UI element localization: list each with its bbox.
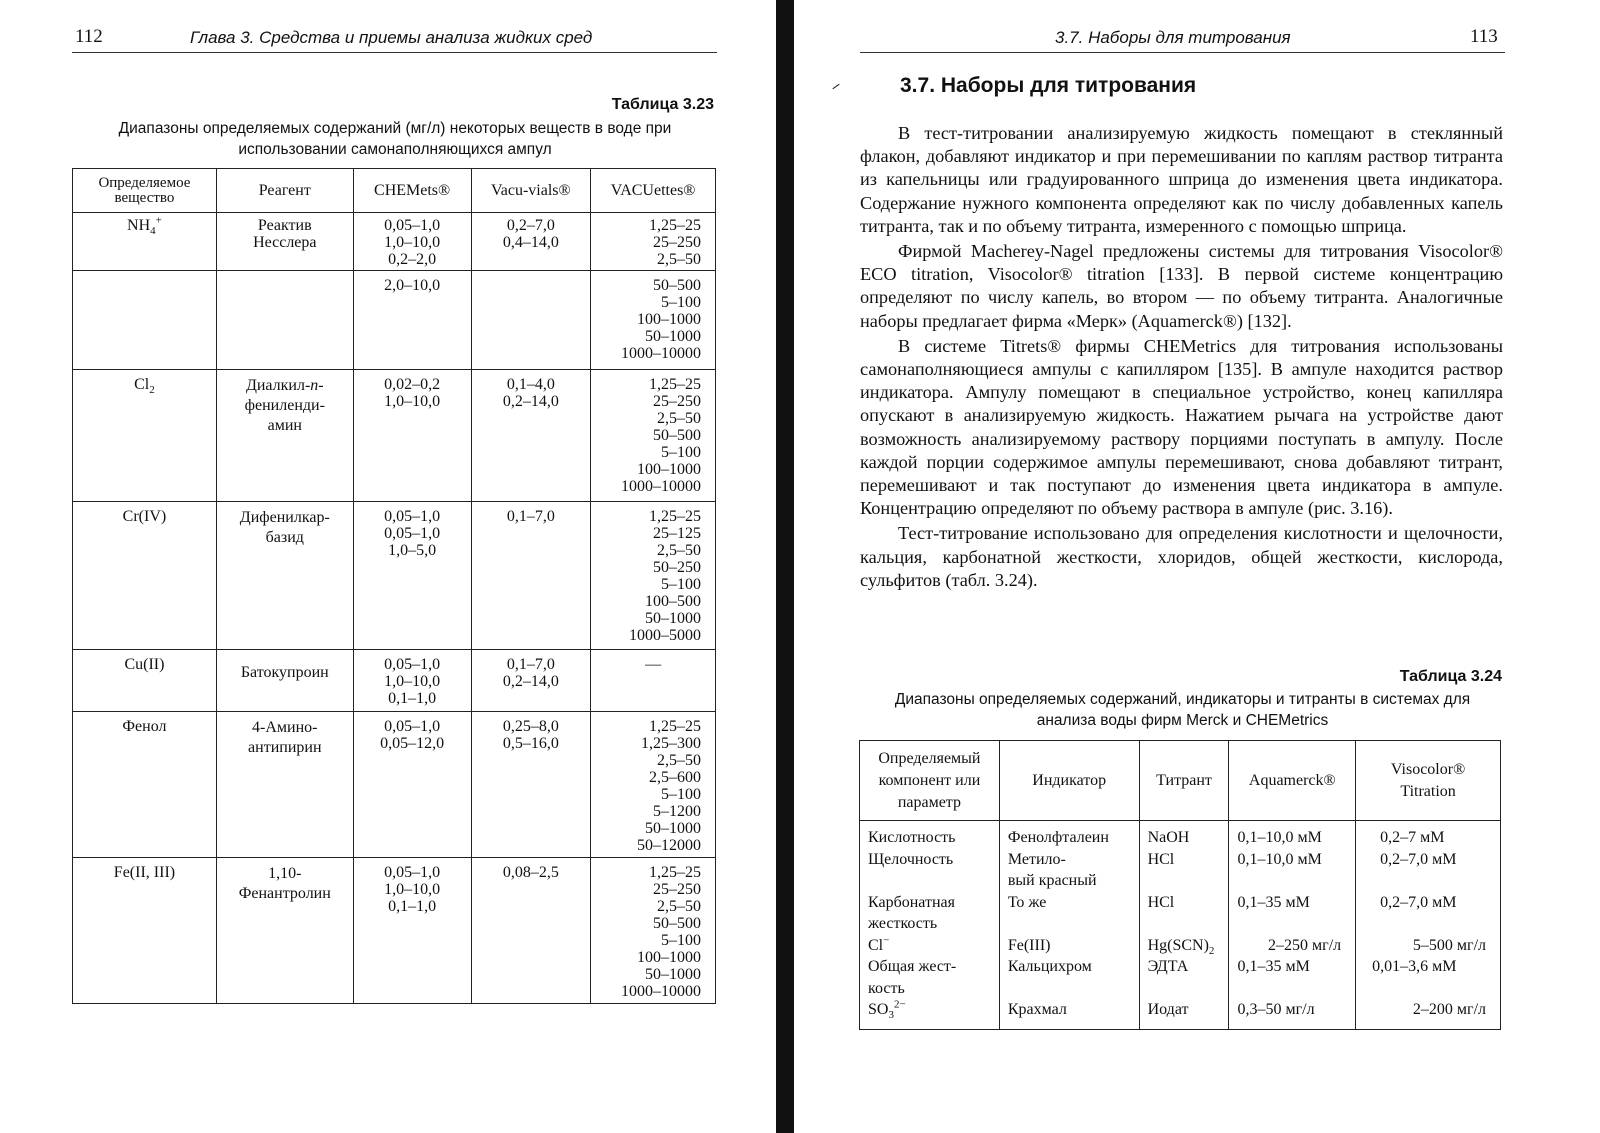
cell-substance: $Cl_2$: [73, 370, 217, 502]
table-caption: Диапазоны определяемых содержаний (мг/л) некоторых веществ в воде при использовании самонаполняющихся ампул: [118, 120, 672, 158]
cell-chemets: 0,05–1,0 0,05–12,0: [353, 712, 471, 858]
cell-component: Карбонатная жесткость: [860, 892, 1000, 935]
cell-visocolor: 0,2–7,0 мМ: [1356, 892, 1501, 935]
cell-substance: Cu(II): [73, 650, 217, 712]
table-caption: Диапазоны определяемых содержаний, индикаторы и титранты в системах для анализа воды фирм Merck и CHEMetrics: [894, 691, 1471, 729]
cell-vacuettes: —: [591, 650, 716, 712]
cell-chemets: 0,05–1,0 1,0–10,0 0,2–2,0: [353, 213, 471, 271]
body-text: [860, 122, 1503, 594]
col-header-chemets: CHEMets®: [353, 169, 471, 213]
table-row: [73, 502, 716, 650]
cell-vacuvials: 0,2–7,0 0,4–14,0: [471, 213, 591, 271]
cell-aquamerck: 0,1–10,0 мМ: [1229, 821, 1356, 849]
table-row: [73, 650, 716, 712]
cell-component: Cl−: [860, 935, 1000, 957]
cell-vacuettes: 1,25–25 1,25–300 2,5–50 2,5–600 5–100 5–1200 50–1000 50–12000: [591, 712, 716, 858]
header-rule: [72, 52, 717, 53]
cell-chemets: 0,05–1,0 1,0–10,0 0,1–1,0: [353, 858, 471, 1004]
cell-titrant: HCl: [1139, 849, 1229, 892]
col-header-component: Определяемый компонент или параметр: [860, 741, 1000, 821]
cell-vacuvials: 0,1–4,0 0,2–14,0: [471, 370, 591, 502]
cell-component: Щелочность: [860, 849, 1000, 892]
table-row: [73, 213, 716, 271]
cell-indicator: Фенолфталеин: [999, 821, 1139, 849]
paragraph: В тест-титровании анализируемую жидкость помещают в стеклянный флакон, добавляют индикатор и при перемешивании по каплям раствор титранта из капельницы или градуированного шприца до изменения цвета индикатора. Содержание нужного компонента определяют как по числу добавленных капель титранта, так и по объему титранта, измеренного с помощью шприца.: [860, 123, 1503, 236]
cell-substance: $NH_4^+$: [73, 213, 217, 271]
cell-reagent: [216, 271, 353, 370]
paragraph: Фирмой Macherey-Nagel предложены системы для титрования Visocolor® ECO titration, Visocolor® titration [133]. В первой системе концентрацию определяют по числу капель, во втором — по объему титранта. Аналогичные наборы предлагает фирма «Мерк» (Aquamerck®) [132].: [860, 241, 1503, 331]
col-header-vacuettes: VACUettes®: [591, 169, 716, 213]
table-row: [73, 858, 716, 1004]
cell-visocolor: 0,2–7 мМ: [1356, 821, 1501, 849]
running-head-text: 3.7. Наборы для титрования: [1055, 28, 1291, 47]
cell-vacuvials: 0,08–2,5: [471, 858, 591, 1004]
table-number: Таблица 3.24: [1399, 668, 1502, 685]
table-row: [73, 271, 716, 370]
running-head: [1055, 28, 1291, 48]
cell-indicator: То же: [999, 892, 1139, 935]
table-number: Таблица 3.23: [611, 96, 714, 113]
cell-component: $SO_3^{2-}$: [860, 999, 1000, 1029]
cell-aquamerck: 0,3–50 мг/л: [1229, 999, 1356, 1029]
cell-chemets: 0,05–1,0 0,05–1,0 1,0–5,0: [353, 502, 471, 650]
cell-vacuvials: 0,1–7,0 0,2–14,0: [471, 650, 591, 712]
col-header-visocolor: Visocolor® Titration: [1356, 741, 1501, 821]
paragraph: Тест-титрование использовано для определения кислотности и щелочности, кальция, карбонатной жесткости, хлоридов, общей жесткости, кислорода, сульфитов (табл. 3.24).: [860, 523, 1503, 590]
cell-substance: [73, 271, 217, 370]
cell-titrant: NaOH: [1139, 821, 1229, 849]
cell-reagent: 4-Амино- антипирин: [216, 712, 353, 858]
table-row: [860, 821, 1501, 849]
cell-reagent: Батокупроин: [216, 650, 353, 712]
cell-visocolor: 2–200 мг/л: [1356, 999, 1501, 1029]
col-header-vacuvials: Vacu-vials®: [471, 169, 591, 213]
cell-reagent: Дифенилкар- базид: [216, 502, 353, 650]
cell-visocolor: 0,01–3,6 мМ: [1356, 956, 1501, 999]
cell-titrant: $Hg(SCN)_2$: [1139, 935, 1229, 957]
cell-titrant: ЭДТА: [1139, 956, 1229, 999]
running-head-text: Глава 3. Средства и приемы анализа жидких сред: [190, 28, 593, 47]
table-row: [860, 892, 1501, 935]
cell-titrant: Иодат: [1139, 999, 1229, 1029]
cell-component: Кислотность: [860, 821, 1000, 849]
cell-reagent: Диалкил-п- фениленди- амин: [216, 370, 353, 502]
table-row: [860, 849, 1501, 892]
cell-reagent: Реактив Несслера: [216, 213, 353, 271]
cell-indicator: Метило- вый красный: [999, 849, 1139, 892]
cell-vacuvials: 0,1–7,0: [471, 502, 591, 650]
cell-aquamerck: 0,1–35 мМ: [1229, 892, 1356, 935]
cell-vacuvials: [471, 271, 591, 370]
table-row: [860, 999, 1501, 1029]
cell-aquamerck: 0,1–10,0 мМ: [1229, 849, 1356, 892]
cell-indicator: Fe(III): [999, 935, 1139, 957]
table-3-24: [859, 740, 1501, 1030]
paragraph: В системе Titrets® фирмы CHEMetrics для титрования использованы самонаполняющиеся ампулы с капилляром [135]. В ампуле находится раствор индикатора. Ампулу помещают в специальное устройство, конец капилляра опускают в анализируемую жидкость. Нажатием рычага на устройстве дают возможность анализируемому раствору порциями поступать в ампулу. После каждой порции содержимое ампулы перемешивают, снова добавляют титрант, перемешивают и так поступают до изменения цвета индикатора в ампуле. Концентрацию определяют по объему раствора в ампуле (рис. 3.16).: [860, 335, 1503, 519]
cell-indicator: Крахмал: [999, 999, 1139, 1029]
cell-indicator: Кальцихром: [999, 956, 1139, 999]
cell-chemets: 0,02–0,2 1,0–10,0: [353, 370, 471, 502]
table-row: [73, 370, 716, 502]
running-head: [190, 28, 592, 48]
cell-vacuettes: 1,25–25 25–125 2,5–50 50–250 5–100 100–500 50–1000 1000–5000: [591, 502, 716, 650]
table-3-23: [72, 168, 716, 1004]
cell-vacuettes: 1,25–25 25–250 2,5–50 50–500 5–100 100–1000 50–1000 1000–10000: [591, 858, 716, 1004]
cell-aquamerck: 0,1–35 мМ: [1229, 956, 1356, 999]
table-row: [73, 712, 716, 858]
cell-chemets: 0,05–1,0 1,0–10,0 0,1–1,0: [353, 650, 471, 712]
table-row: [860, 956, 1501, 999]
col-header-titrant: Титрант: [1139, 741, 1229, 821]
col-header-substance: Определяемое вещество: [73, 169, 217, 213]
col-header-reagent: Реагент: [216, 169, 353, 213]
cell-vacuvials: 0,25–8,0 0,5–16,0: [471, 712, 591, 858]
col-header-indicator: Индикатор: [999, 741, 1139, 821]
cell-aquamerck: 2–250 мг/л: [1229, 935, 1356, 957]
cell-chemets: 2,0–10,0: [353, 271, 471, 370]
col-header-aquamerck: Aquamerck®: [1229, 741, 1356, 821]
header-rule: [860, 52, 1505, 53]
cell-vacuettes: 50–500 5–100 100–1000 50–1000 1000–10000: [591, 271, 716, 370]
cell-vacuettes: 1,25–25 25–250 2,5–50: [591, 213, 716, 271]
cell-substance: Cr(IV): [73, 502, 217, 650]
page-number: 113: [1470, 26, 1498, 47]
table-row: [860, 935, 1501, 957]
section-title: 3.7. Наборы для титрования: [900, 74, 1197, 97]
cell-substance: Fe(II, III): [73, 858, 217, 1004]
cell-titrant: HCl: [1139, 892, 1229, 935]
cell-component: Общая жест- кость: [860, 956, 1000, 999]
page-number: 112: [75, 26, 103, 47]
cell-vacuettes: 1,25–25 25–250 2,5–50 50–500 5–100 100–1000 1000–10000: [591, 370, 716, 502]
cell-visocolor: 0,2–7,0 мМ: [1356, 849, 1501, 892]
right-page: [810, 0, 1600, 1133]
cell-substance: Фенол: [73, 712, 217, 858]
left-page: [0, 0, 780, 1133]
cell-visocolor: 5–500 мг/л: [1356, 935, 1501, 957]
cell-reagent: 1,10- Фенантролин: [216, 858, 353, 1004]
